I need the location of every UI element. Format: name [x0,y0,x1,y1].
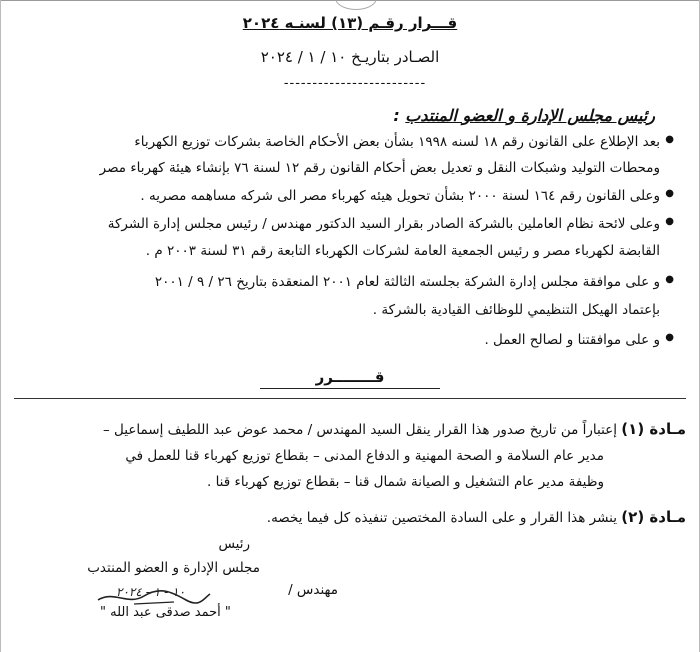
article-2-text: ينشر هذا القرار و على السادة المختصين تنفيذه كل فيما يخصه. [266,510,617,526]
signature-position: مجلس الإدارة و العضو المنتدب [87,560,260,576]
preamble-item: ● وعلى لائحة نظام العاملين بالشركة الصادر بقرار السيد الدكتور مهندس / رئيس مجلس إدارة الشركة [107,216,674,232]
preamble-item-continuation: ومحطات التوليد وشبكات النقل و تعديل بعض أحكام القانون رقم ١٢ لسنة ٧٦ بإنشاء هيئة كهرباء مصر [99,160,660,176]
preamble-item: ● و على موافقتنا و لصالح العمل . [484,332,674,348]
section-divider [14,398,686,399]
article-2 [267,508,686,526]
preamble-heading [393,106,655,125]
handwritten-date: ١٠ - ١ - ٢٠٢٤ [116,585,186,599]
article-1-label: مـادة (١) [621,420,686,438]
heading-text: رئيس مجلس الإدارة و العضو المنتدب [405,106,655,125]
heading-colon: : [393,106,400,125]
article-1-line: إعتباراً من تاريخ صدور هذا القرار ينقل السيد المهندس / محمد عوض عبد اللطيف إسماعيل – [102,422,617,438]
article-2-label: مـادة (٢) [621,508,686,526]
preamble-item: ● بعد الإطلاع على القانون رقم ١٨ لسنه ١٩٩٨ بشأن بعض الأحكام الخاصة بشركات توزيع الكهرباء [134,134,674,150]
preamble-item: ● و على موافقة مجلس إدارة الشركة بجلسته الثالثة لعام ٢٠٠١ المنعقدة بتاريخ ٢٦ / ٩ / ٢٠٠١ [154,274,674,290]
bullet-icon: ● [665,188,674,199]
decision-title: قـــرار رقـم (١٣) لسنـه ٢٠٢٤ [242,14,458,32]
page-border [0,0,1,652]
preamble-item: ● وعلى القانون رقم ١٦٤ لسنة ٢٠٠٠ بشأن تحويل هيئه كهرباء مصر الى شركه مساهمه مصريه . [140,188,674,204]
heading-underline [260,388,440,389]
article-1-line: وظيفة مدير عام التشغيل و الصيانة شمال قنا – بقطاع توزيع كهرباء قنا . [206,474,604,490]
preamble-item-continuation: بإعتماد الهيكل التنظيمي للوظائف القيادية بالشركة . [372,302,660,318]
bullet-icon: ● [665,216,674,227]
signature-title: رئيس [218,536,250,552]
preamble-item-continuation: القابضة لكهرباء مصر و رئيس الجمعية العامة لشركات الكهرباء التابعة رقم ٣١ لسنة ٢٠٠٣ م . [145,243,660,259]
article-1-line: مدير عام السلامة و الصحة المهنية و الدفاع المدنى – بقطاع توزيع كهرباء قنا للعمل في [125,448,604,464]
bullet-icon: ● [665,274,674,285]
bullet-icon: ● [665,134,674,145]
article-1 [103,420,686,438]
signatory-name: " أحمد صدقى عبد الله " [100,605,231,620]
bullet-icon: ● [665,332,674,343]
issue-date: الصـادر بتاريـخ ١٠ / ١ / ٢٠٢٤ [260,48,440,66]
signature-eng-label: مهندس / [288,582,338,598]
seal-stamp-icon [335,0,377,10]
separator-line: ------------------------- [283,76,427,91]
decision-heading: قــــــــرر [315,368,385,386]
